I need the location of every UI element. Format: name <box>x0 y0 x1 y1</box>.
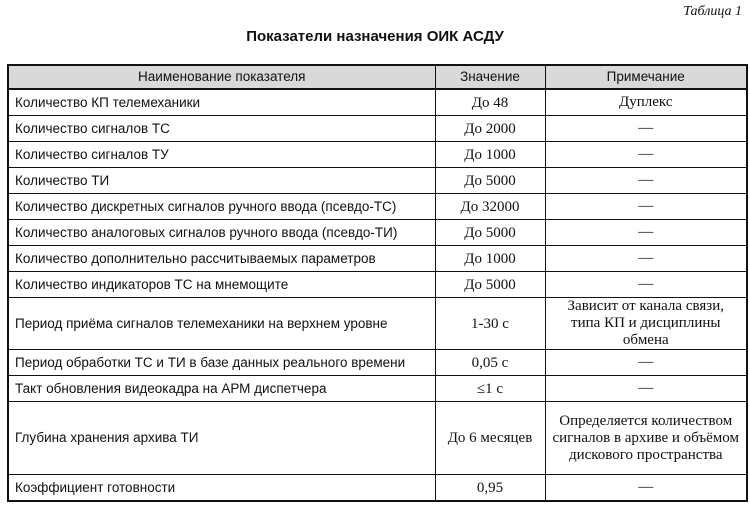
row-value: До 2000 <box>435 116 545 142</box>
table-number-label: Таблица 1 <box>683 4 742 19</box>
row-note: — <box>545 220 747 246</box>
row-name: Период обработки ТС и ТИ в базе данных реального времени <box>8 350 435 376</box>
table-row <box>8 89 747 116</box>
table-row <box>8 220 747 246</box>
table-caption: Показатели назначения ОИК АСДУ <box>246 28 504 45</box>
table-row <box>8 116 747 142</box>
column-header-value: Значение <box>435 65 545 89</box>
row-note: — <box>545 168 747 194</box>
row-value: До 1000 <box>435 142 545 168</box>
row-name: Коэффициент готовности <box>8 475 435 502</box>
table-row <box>8 350 747 376</box>
row-note: Зависит от канала связи, типа КП и дисциплины обмена <box>545 298 747 350</box>
row-name: Количество сигналов ТС <box>8 116 435 142</box>
row-value: До 5000 <box>435 272 545 298</box>
row-value: До 6 месяцев <box>435 402 545 475</box>
table-row <box>8 168 747 194</box>
row-note: Определяется количеством сигналов в архиве и объёмом дискового пространства <box>545 402 747 475</box>
row-name: Период приёма сигналов телемеханики на верхнем уровне <box>8 298 435 350</box>
row-name: Глубина хранения архива ТИ <box>8 402 435 475</box>
row-note: — <box>545 272 747 298</box>
row-note: — <box>545 246 747 272</box>
row-name: Количество индикаторов ТС на мнемощите <box>8 272 435 298</box>
row-value: До 5000 <box>435 220 545 246</box>
row-note: — <box>545 194 747 220</box>
row-value: До 32000 <box>435 194 545 220</box>
row-name: Количество аналоговых сигналов ручного ввода (псевдо-ТИ) <box>8 220 435 246</box>
column-header-note: Примечание <box>545 65 747 89</box>
table-header-row <box>8 65 747 89</box>
row-name: Количество КП телемеханики <box>8 89 435 116</box>
table-row <box>8 272 747 298</box>
row-value: 1-30 с <box>435 298 545 350</box>
row-value: До 5000 <box>435 168 545 194</box>
row-name: Количество дополнительно рассчитываемых параметров <box>8 246 435 272</box>
row-value: До 1000 <box>435 246 545 272</box>
parameters-table <box>7 64 748 502</box>
table-row <box>8 376 747 402</box>
row-name: Количество дискретных сигналов ручного ввода (псевдо-ТС) <box>8 194 435 220</box>
row-name: Количество сигналов ТУ <box>8 142 435 168</box>
row-note: — <box>545 116 747 142</box>
table-row <box>8 246 747 272</box>
row-note: — <box>545 376 747 402</box>
table-row <box>8 402 747 475</box>
row-name: Такт обновления видеокадра на АРМ диспетчера <box>8 376 435 402</box>
column-header-name: Наименование показателя <box>8 65 435 89</box>
table-row <box>8 475 747 502</box>
row-name: Количество ТИ <box>8 168 435 194</box>
row-note: — <box>545 350 747 376</box>
row-value: До 48 <box>435 89 545 116</box>
row-note: — <box>545 475 747 502</box>
table-row <box>8 142 747 168</box>
row-value: ≤1 с <box>435 376 545 402</box>
row-value: 0,05 с <box>435 350 545 376</box>
row-note: — <box>545 142 747 168</box>
row-value: 0,95 <box>435 475 545 502</box>
table-row <box>8 298 747 350</box>
table-row <box>8 194 747 220</box>
row-note: Дуплекс <box>545 89 747 116</box>
